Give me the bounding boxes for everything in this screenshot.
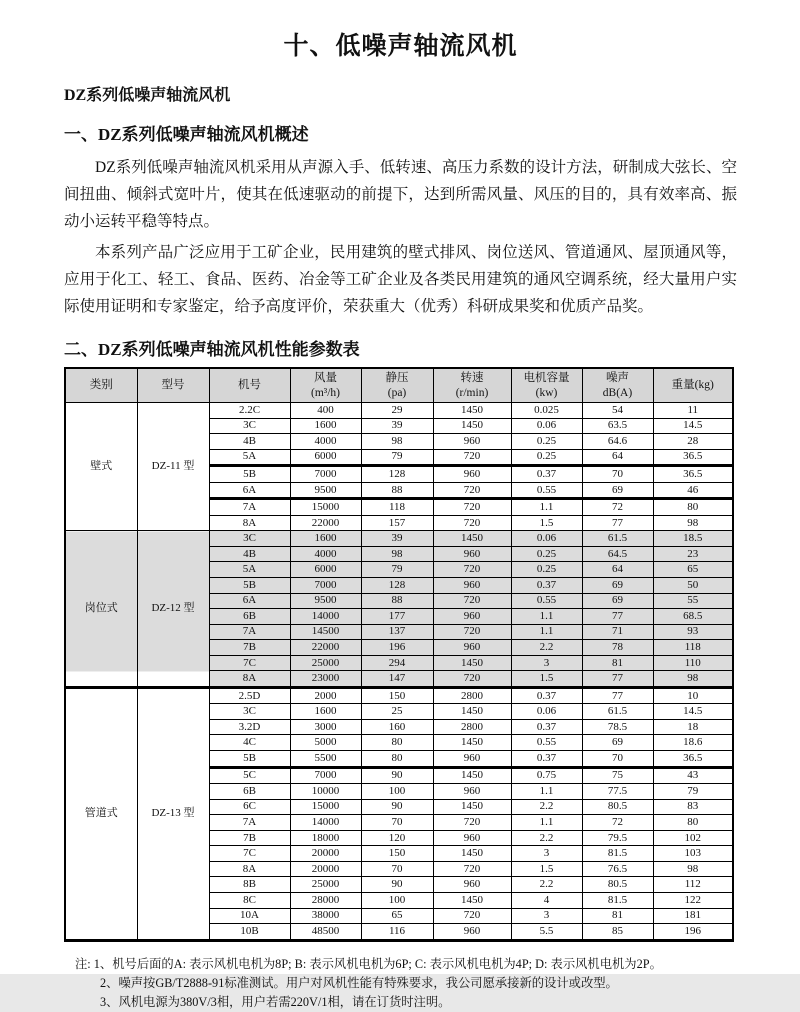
column-header: 静压 (pa) xyxy=(361,368,433,403)
table-cell: 77 xyxy=(582,671,653,688)
table-cell: 98 xyxy=(653,515,733,531)
table-cell: 960 xyxy=(433,466,511,483)
note-3-text: 风机电源为380V/3相，用户若需220V/1相，请在订货时注明。 xyxy=(118,994,451,1009)
table-cell: 0.25 xyxy=(511,449,582,466)
table-cell: 1450 xyxy=(433,846,511,862)
table-cell: 0.06 xyxy=(511,531,582,547)
table-cell: 14500 xyxy=(290,624,361,640)
table-cell: 960 xyxy=(433,546,511,562)
section2-heading: 二、DZ系列低噪声轴流风机性能参数表 xyxy=(64,340,360,359)
table-cell: 4 xyxy=(511,892,582,908)
table-cell: 77 xyxy=(582,515,653,531)
table-cell: 3C xyxy=(209,531,290,547)
table-cell: 75 xyxy=(582,767,653,784)
table-cell: 78 xyxy=(582,640,653,656)
table-cell: 25000 xyxy=(290,877,361,893)
table-cell: 720 xyxy=(433,593,511,609)
table-cell: 7C xyxy=(209,655,290,671)
table-cell: 118 xyxy=(653,640,733,656)
table-cell: 80.5 xyxy=(582,799,653,815)
table-cell: 8A xyxy=(209,671,290,688)
table-cell: 8B xyxy=(209,877,290,893)
table-cell: 960 xyxy=(433,830,511,846)
table-cell: 70 xyxy=(582,751,653,768)
model-cell: DZ-13 型 xyxy=(137,687,209,940)
table-cell: 88 xyxy=(361,482,433,499)
column-header: 类别 xyxy=(65,368,137,403)
table-cell: 76.5 xyxy=(582,861,653,877)
table-cell: 160 xyxy=(361,719,433,735)
table-cell: 2800 xyxy=(433,719,511,735)
table-cell: 39 xyxy=(361,531,433,547)
table-cell: 4B xyxy=(209,546,290,562)
table-cell: 6000 xyxy=(290,562,361,578)
table-cell: 18.5 xyxy=(653,531,733,547)
table-cell: 2.2 xyxy=(511,830,582,846)
table-cell: 11 xyxy=(653,403,733,419)
table-cell: 720 xyxy=(433,815,511,831)
table-cell: 72 xyxy=(582,815,653,831)
table-cell: 50 xyxy=(653,578,733,594)
table-cell: 294 xyxy=(361,655,433,671)
table-cell: 0.55 xyxy=(511,593,582,609)
table-cell: 77.5 xyxy=(582,784,653,800)
column-header: 电机容量 (kw) xyxy=(511,368,582,403)
note-2-prefix: 2、 xyxy=(100,975,119,990)
table-cell: 6B xyxy=(209,609,290,625)
table-cell: 6A xyxy=(209,593,290,609)
table-cell: 960 xyxy=(433,640,511,656)
table-cell: 100 xyxy=(361,784,433,800)
table-cell: 14000 xyxy=(290,609,361,625)
performance-table xyxy=(64,367,734,942)
table-cell: 2.2C xyxy=(209,403,290,419)
table-cell: 5500 xyxy=(290,751,361,768)
table-cell: 81 xyxy=(582,908,653,924)
table-cell: 14000 xyxy=(290,815,361,831)
table-cell: 65 xyxy=(653,562,733,578)
table-cell: 7A xyxy=(209,499,290,516)
table-cell: 80 xyxy=(361,751,433,768)
table-row xyxy=(65,403,733,419)
table-cell: 25 xyxy=(361,704,433,720)
table-cell: 1450 xyxy=(433,704,511,720)
table-cell: 64 xyxy=(582,562,653,578)
table-cell: 103 xyxy=(653,846,733,862)
table-cell: 112 xyxy=(653,877,733,893)
table-cell: 22000 xyxy=(290,515,361,531)
table-cell: 14.5 xyxy=(653,418,733,434)
table-body xyxy=(65,403,733,941)
table-cell: 0.37 xyxy=(511,466,582,483)
table-cell: 7000 xyxy=(290,578,361,594)
table-cell: 2.5D xyxy=(209,687,290,704)
overview-paragraph-2: 本系列产品广泛应用于工矿企业，民用建筑的壁式排风、岗位送风、管道通风、屋顶通风等，应用于化工、轻工、食品、医药、冶金等工矿企业及各类民用建筑的通风空调系统，经大量用户实际使用证明和专家鉴定，给予高度评价，荣获重大（优秀）科研成果奖和优质产品奖。 xyxy=(64,244,737,315)
table-cell: 4000 xyxy=(290,546,361,562)
model-cell: DZ-11 型 xyxy=(137,403,209,531)
table-cell: 15000 xyxy=(290,499,361,516)
table-cell: 177 xyxy=(361,609,433,625)
table-cell: 960 xyxy=(433,784,511,800)
table-cell: 48500 xyxy=(290,924,361,941)
table-cell: 2.2 xyxy=(511,799,582,815)
table-cell: 1.1 xyxy=(511,499,582,516)
table-cell: 18.6 xyxy=(653,735,733,751)
table-cell: 69 xyxy=(582,578,653,594)
table-cell: 64.5 xyxy=(582,546,653,562)
table-cell: 1450 xyxy=(433,735,511,751)
table-cell: 5B xyxy=(209,751,290,768)
table-cell: 720 xyxy=(433,515,511,531)
table-cell: 88 xyxy=(361,593,433,609)
table-cell: 100 xyxy=(361,892,433,908)
table-cell: 3 xyxy=(511,655,582,671)
table-cell: 6000 xyxy=(290,449,361,466)
note-3-prefix: 3、 xyxy=(100,994,119,1009)
table-cell: 960 xyxy=(433,924,511,941)
table-cell: 3000 xyxy=(290,719,361,735)
table-cell: 102 xyxy=(653,830,733,846)
table-cell: 80 xyxy=(361,735,433,751)
column-header: 风量 (m³/h) xyxy=(290,368,361,403)
table-cell: 63.5 xyxy=(582,418,653,434)
table-cell: 68.5 xyxy=(653,609,733,625)
table-cell: 90 xyxy=(361,767,433,784)
table-cell: 10 xyxy=(653,687,733,704)
table-cell: 4C xyxy=(209,735,290,751)
table-cell: 98 xyxy=(653,671,733,688)
table-cell: 23000 xyxy=(290,671,361,688)
table-cell: 720 xyxy=(433,449,511,466)
column-header: 噪声 dB(A) xyxy=(582,368,653,403)
table-cell: 5C xyxy=(209,767,290,784)
table-cell: 22000 xyxy=(290,640,361,656)
table-cell: 3 xyxy=(511,846,582,862)
table-cell: 70 xyxy=(361,815,433,831)
table-cell: 147 xyxy=(361,671,433,688)
note-1 xyxy=(75,955,737,974)
table-cell: 720 xyxy=(433,562,511,578)
table-cell: 157 xyxy=(361,515,433,531)
table-cell: 150 xyxy=(361,846,433,862)
table-cell: 90 xyxy=(361,877,433,893)
table-cell: 0.55 xyxy=(511,482,582,499)
table-cell: 64 xyxy=(582,449,653,466)
table-cell: 120 xyxy=(361,830,433,846)
table-cell: 960 xyxy=(433,434,511,450)
table-cell: 1.1 xyxy=(511,815,582,831)
table-cell: 2000 xyxy=(290,687,361,704)
section1-heading: 一、DZ系列低噪声轴流风机概述 xyxy=(64,125,309,144)
table-cell: 5A xyxy=(209,562,290,578)
table-cell: 3.2D xyxy=(209,719,290,735)
category-cell: 管道式 xyxy=(65,687,137,940)
table-cell: 80.5 xyxy=(582,877,653,893)
table-cell: 10A xyxy=(209,908,290,924)
table-cell: 1450 xyxy=(433,655,511,671)
table-cell: 1450 xyxy=(433,892,511,908)
table-cell: 0.75 xyxy=(511,767,582,784)
table-cell: 78.5 xyxy=(582,719,653,735)
overview-paragraph-1: DZ系列低噪声轴流风机采用从声源入手、低转速、高压力系数的设计方法，研制成大弦长、空间扭曲、倾斜式宽叶片，使其在低速驱动的前提下，达到所需风量、风压的目的，具有效率高、振动小运转平稳等特点。 xyxy=(64,159,737,230)
table-cell: 960 xyxy=(433,877,511,893)
table-cell: 0.06 xyxy=(511,418,582,434)
column-header: 机号 xyxy=(209,368,290,403)
table-cell: 77 xyxy=(582,609,653,625)
table-cell: 61.5 xyxy=(582,531,653,547)
table-cell: 64.6 xyxy=(582,434,653,450)
notes-block xyxy=(64,955,737,1012)
table-cell: 0.06 xyxy=(511,704,582,720)
table-cell: 80 xyxy=(653,499,733,516)
table-cell: 128 xyxy=(361,466,433,483)
table-cell: 79.5 xyxy=(582,830,653,846)
table-cell: 720 xyxy=(433,482,511,499)
table-cell: 69 xyxy=(582,482,653,499)
table-cell: 90 xyxy=(361,799,433,815)
table-header xyxy=(65,368,733,403)
table-cell: 1450 xyxy=(433,418,511,434)
table-row xyxy=(65,531,733,547)
table-cell: 69 xyxy=(582,593,653,609)
table-cell: 4000 xyxy=(290,434,361,450)
table-cell: 0.37 xyxy=(511,751,582,768)
table-cell: 7000 xyxy=(290,466,361,483)
table-cell: 81.5 xyxy=(582,846,653,862)
table-cell: 7000 xyxy=(290,767,361,784)
series-subtitle: DZ系列低噪声轴流风机 xyxy=(64,87,231,104)
table-cell: 79 xyxy=(653,784,733,800)
model-cell: DZ-12 型 xyxy=(137,531,209,687)
table-cell: 38000 xyxy=(290,908,361,924)
table-cell: 10000 xyxy=(290,784,361,800)
table-cell: 122 xyxy=(653,892,733,908)
table-cell: 960 xyxy=(433,578,511,594)
note-3 xyxy=(100,993,737,1012)
table-cell: 0.37 xyxy=(511,719,582,735)
table-cell: 196 xyxy=(361,640,433,656)
table-cell: 0.37 xyxy=(511,578,582,594)
table-cell: 2800 xyxy=(433,687,511,704)
table-cell: 54 xyxy=(582,403,653,419)
table-cell: 80 xyxy=(653,815,733,831)
table-cell: 1600 xyxy=(290,531,361,547)
table-cell: 7B xyxy=(209,640,290,656)
category-cell: 岗位式 xyxy=(65,531,137,687)
table-cell: 720 xyxy=(433,671,511,688)
table-cell: 81 xyxy=(582,655,653,671)
table-cell: 43 xyxy=(653,767,733,784)
table-cell: 5B xyxy=(209,578,290,594)
table-cell: 81.5 xyxy=(582,892,653,908)
table-cell: 960 xyxy=(433,609,511,625)
table-cell: 98 xyxy=(361,546,433,562)
table-cell: 2.2 xyxy=(511,640,582,656)
table-cell: 0.25 xyxy=(511,434,582,450)
table-cell: 77 xyxy=(582,687,653,704)
table-cell: 28000 xyxy=(290,892,361,908)
table-cell: 6C xyxy=(209,799,290,815)
table-cell: 9500 xyxy=(290,593,361,609)
table-cell: 1600 xyxy=(290,704,361,720)
table-cell: 3C xyxy=(209,704,290,720)
table-cell: 7A xyxy=(209,624,290,640)
table-cell: 15000 xyxy=(290,799,361,815)
table-cell: 46 xyxy=(653,482,733,499)
table-cell: 720 xyxy=(433,499,511,516)
table-cell: 1600 xyxy=(290,418,361,434)
column-header: 重量(kg) xyxy=(653,368,733,403)
column-header: 型号 xyxy=(137,368,209,403)
table-cell: 7A xyxy=(209,815,290,831)
table-cell: 400 xyxy=(290,403,361,419)
table-cell: 98 xyxy=(361,434,433,450)
table-cell: 18 xyxy=(653,719,733,735)
table-cell: 25000 xyxy=(290,655,361,671)
table-cell: 3C xyxy=(209,418,290,434)
note-2 xyxy=(100,974,737,993)
table-cell: 36.5 xyxy=(653,751,733,768)
table-cell: 65 xyxy=(361,908,433,924)
table-cell: 960 xyxy=(433,751,511,768)
table-cell: 3 xyxy=(511,908,582,924)
table-cell: 36.5 xyxy=(653,449,733,466)
table-cell: 0.25 xyxy=(511,546,582,562)
page-title: 十、低噪声轴流风机 xyxy=(283,33,518,60)
table-cell: 36.5 xyxy=(653,466,733,483)
table-cell: 0.025 xyxy=(511,403,582,419)
table-cell: 8A xyxy=(209,861,290,877)
table-cell: 71 xyxy=(582,624,653,640)
table-cell: 69 xyxy=(582,735,653,751)
table-row xyxy=(65,687,733,704)
table-cell: 93 xyxy=(653,624,733,640)
table-cell: 137 xyxy=(361,624,433,640)
column-header: 转速 (r/min) xyxy=(433,368,511,403)
table-cell: 85 xyxy=(582,924,653,941)
table-cell: 0.55 xyxy=(511,735,582,751)
table-cell: 110 xyxy=(653,655,733,671)
table-cell: 720 xyxy=(433,861,511,877)
table-cell: 29 xyxy=(361,403,433,419)
table-cell: 4B xyxy=(209,434,290,450)
table-cell: 79 xyxy=(361,449,433,466)
table-cell: 83 xyxy=(653,799,733,815)
table-cell: 61.5 xyxy=(582,704,653,720)
table-cell: 28 xyxy=(653,434,733,450)
table-cell: 0.37 xyxy=(511,687,582,704)
table-cell: 196 xyxy=(653,924,733,941)
table-cell: 720 xyxy=(433,908,511,924)
table-cell: 1450 xyxy=(433,403,511,419)
table-cell: 72 xyxy=(582,499,653,516)
table-cell: 20000 xyxy=(290,846,361,862)
note-2-text: 噪声按GB/T2888-91标准测试。用户对风机性能有特殊要求，我公司愿承接新的设计或改型。 xyxy=(118,975,618,990)
table-cell: 18000 xyxy=(290,830,361,846)
category-cell: 壁式 xyxy=(65,403,137,531)
table-cell: 1.1 xyxy=(511,624,582,640)
table-cell: 6A xyxy=(209,482,290,499)
table-cell: 0.25 xyxy=(511,562,582,578)
table-cell: 7C xyxy=(209,846,290,862)
note-1-text: 机号后面的A: 表示风机电机为8P; B: 表示风机电机为6P; C: 表示风机电机为4P; D: 表示风机电机为2P。 xyxy=(112,956,662,971)
table-cell: 1.5 xyxy=(511,861,582,877)
table-cell: 2.2 xyxy=(511,877,582,893)
table-cell: 8A xyxy=(209,515,290,531)
table-cell: 1.1 xyxy=(511,784,582,800)
table-cell: 128 xyxy=(361,578,433,594)
table-cell: 70 xyxy=(361,861,433,877)
table-cell: 55 xyxy=(653,593,733,609)
table-cell: 720 xyxy=(433,624,511,640)
table-cell: 5A xyxy=(209,449,290,466)
table-cell: 1450 xyxy=(433,531,511,547)
table-cell: 5.5 xyxy=(511,924,582,941)
table-cell: 20000 xyxy=(290,861,361,877)
table-cell: 10B xyxy=(209,924,290,941)
table-cell: 70 xyxy=(582,466,653,483)
table-cell: 150 xyxy=(361,687,433,704)
note-1-prefix: 注: 1、 xyxy=(75,956,113,971)
header-row xyxy=(65,368,733,403)
table-cell: 9500 xyxy=(290,482,361,499)
table-cell: 116 xyxy=(361,924,433,941)
table-cell: 14.5 xyxy=(653,704,733,720)
table-cell: 23 xyxy=(653,546,733,562)
table-cell: 98 xyxy=(653,861,733,877)
table-cell: 79 xyxy=(361,562,433,578)
table-cell: 1450 xyxy=(433,767,511,784)
table-cell: 1.5 xyxy=(511,671,582,688)
table-cell: 1.1 xyxy=(511,609,582,625)
table-cell: 8C xyxy=(209,892,290,908)
table-cell: 118 xyxy=(361,499,433,516)
table-cell: 5B xyxy=(209,466,290,483)
table-cell: 39 xyxy=(361,418,433,434)
table-cell: 1.5 xyxy=(511,515,582,531)
table-cell: 6B xyxy=(209,784,290,800)
table-cell: 1450 xyxy=(433,799,511,815)
table-cell: 181 xyxy=(653,908,733,924)
table-cell: 7B xyxy=(209,830,290,846)
table-cell: 5000 xyxy=(290,735,361,751)
